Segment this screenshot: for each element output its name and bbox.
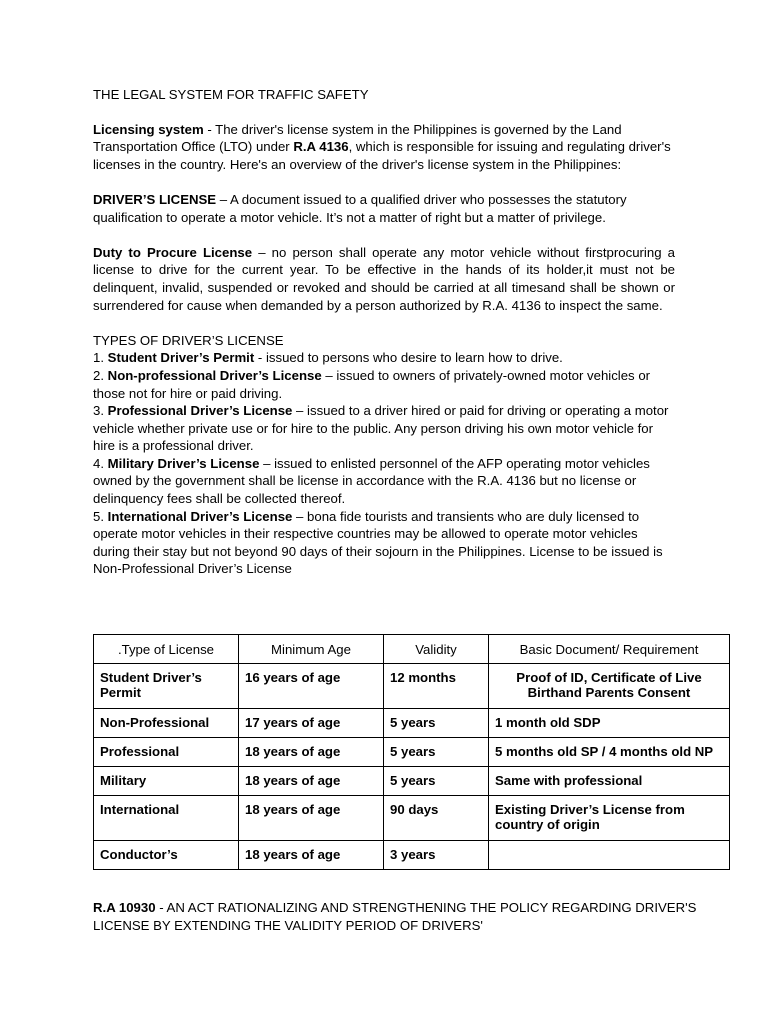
list-item-description: – issued to enlisted personnel of the AFP operating motor vehicles owned by the government shall be license in accordance with the R.A. 4136 but no license or delinquency fees shall be collected thereof.	[93, 455, 650, 507]
license-types-section	[93, 332, 675, 578]
table-row	[94, 767, 730, 796]
document-body	[93, 86, 675, 578]
table-cell: Conductor’s	[94, 840, 239, 869]
license-types-heading: TYPES OF DRIVER’S LICENSE	[93, 332, 284, 348]
table-header-row	[94, 635, 730, 664]
table-cell: International	[94, 796, 239, 840]
list-item-number: 5.	[93, 508, 108, 524]
table-cell: 5 months old SP / 4 months old NP	[489, 737, 730, 766]
list-item-description: – issued to a driver hired or paid for driving or operating a motor vehicle whether private use or for hire to the public. Any person driving his own motor vehicle for hire is a professional driver.	[93, 403, 669, 454]
duty-text: – no person shall operate any motor vehicle without firstprocuring a license to drive for the current year. To be effective in the hands of its holder,it must not be delinquent, invalid, suspended or revoked and should be carried at all timesand shall be shown or surrendered for cause when demanded by a person authorized by R.A. 4136 to inspect the same.	[93, 244, 675, 313]
list-item-number: 4.	[93, 455, 108, 471]
duty-heading: Duty to Procure License	[93, 244, 253, 260]
drivers-license-heading: DRIVER’S LICENSE	[93, 191, 217, 207]
table-cell: 18 years of age	[239, 796, 384, 840]
licensing-text-1: - The driver's license system in the Philippines is governed by the Land Transportation Office (LTO) under	[93, 121, 622, 155]
table-cell: Existing Driver’s License from country of origin	[489, 796, 730, 840]
table-cell	[489, 840, 730, 869]
list-item	[93, 508, 675, 578]
drivers-license-paragraph	[93, 191, 675, 226]
list-item-name: Non-professional Driver’s License	[107, 367, 322, 383]
column-header: .Type of License	[94, 635, 239, 664]
table-cell: 90 days	[384, 796, 489, 840]
table-cell: 17 years of age	[239, 708, 384, 737]
table-row	[94, 840, 730, 869]
table-cell: 5 years	[384, 737, 489, 766]
list-item-name: Military Driver’s License	[107, 455, 260, 471]
table-row	[94, 664, 730, 708]
table-cell: 18 years of age	[239, 840, 384, 869]
list-item-number: 3.	[93, 403, 108, 419]
table-cell: 5 years	[384, 767, 489, 796]
licensing-paragraph	[93, 121, 675, 174]
table-row	[94, 737, 730, 766]
column-header: Validity	[384, 635, 489, 664]
ra-10930-text: - AN ACT RATIONALIZING AND STRENGTHENING THE POLICY REGARDING DRIVER'S LICENSE BY EXTENDING THE VALIDITY PERIOD OF DRIVERS'	[93, 900, 697, 933]
licensing-text-2: , which is responsible for issuing and regulating driver's licenses in the country. Here's an overview of the driver's license system in the Philippines:	[93, 139, 671, 172]
table-cell: 1 month old SDP	[489, 708, 730, 737]
table-cell: Proof of ID, Certificate of Live Birthand Parents Consent	[489, 664, 730, 708]
duty-paragraph	[93, 244, 675, 314]
table-cell: Same with professional	[489, 767, 730, 796]
table-cell: 3 years	[384, 840, 489, 869]
list-item-description: - issued to persons who desire to learn how to drive.	[254, 350, 563, 366]
table-cell: 12 months	[384, 664, 489, 708]
list-item-name: International Driver’s License	[107, 508, 293, 524]
table-cell: Military	[94, 767, 239, 796]
license-requirements-table	[93, 634, 730, 870]
list-item-number: 1.	[93, 350, 108, 366]
table-cell: Professional	[94, 737, 239, 766]
table-cell: Student Driver’s Permit	[94, 664, 239, 708]
licensing-ra: R.A 4136	[293, 139, 349, 155]
list-item	[93, 367, 675, 402]
list-item	[93, 455, 675, 508]
table-cell: 16 years of age	[239, 664, 384, 708]
table-row	[94, 796, 730, 840]
list-item-name: Professional Driver’s License	[107, 403, 293, 419]
ra-10930-heading: R.A 10930	[93, 900, 156, 915]
list-item-name: Student Driver’s Permit	[107, 350, 255, 366]
table-cell: 18 years of age	[239, 767, 384, 796]
table-cell: 18 years of age	[239, 737, 384, 766]
table-row	[94, 708, 730, 737]
table-cell: Non-Professional	[94, 708, 239, 737]
list-item-description: – issued to owners of privately-owned motor vehicles or those not for hire or paid driving.	[93, 367, 651, 401]
list-item-number: 2.	[93, 367, 108, 383]
ra-10930-paragraph	[93, 899, 733, 934]
licensing-heading: Licensing system	[93, 121, 204, 137]
table-cell: 5 years	[384, 708, 489, 737]
page-title: THE LEGAL SYSTEM FOR TRAFFIC SAFETY	[93, 87, 369, 102]
column-header: Basic Document/ Requirement	[489, 635, 730, 664]
list-item	[93, 402, 675, 455]
drivers-license-text: – A document issued to a qualified driver who possesses the statutory qualification to operate a motor vehicle. It’s not a matter of right but a matter of privilege.	[93, 191, 627, 225]
column-header: Minimum Age	[239, 635, 384, 664]
list-item-description: – bona fide tourists and transients who are duly licensed to operate motor vehicles in their respective countries may be allowed to operate motor vehicles during their stay but not beyond 90 days of their sojourn in the Philippines. License to be issued is Non-Professional Driver’s License	[93, 508, 663, 577]
list-item	[93, 349, 675, 367]
